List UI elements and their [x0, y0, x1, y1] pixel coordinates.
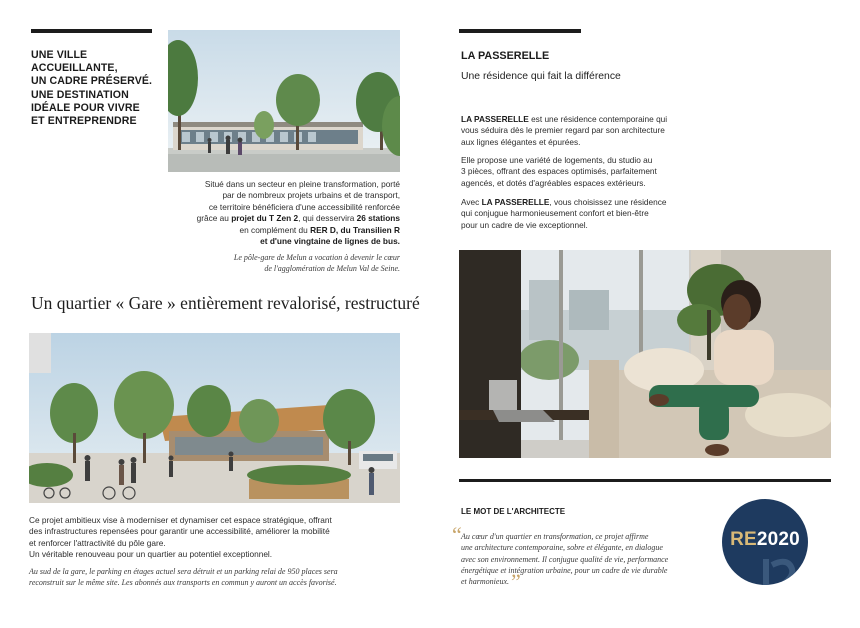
residence-paragraph-3: Avec LA PASSERELLE, vous choisissez une résidence qui conjugue harmonieusement confort et bien-être pour un cadre de vie exceptionnel.	[461, 197, 667, 230]
section-title: Un quartier « Gare » entièrement revalorisé, restructuré	[31, 293, 420, 313]
residence-paragraph-2: Elle propose une variété de logements, du studio au 3 pièces, offrant des espaces optimisés, parfaitement agencés, et dotés d'agréables espaces extérieurs.	[461, 155, 657, 188]
residence-paragraph-1: LA PASSERELLE est une résidence contemporaine qui vous séduira dès le premier regard par son architecture aux lignes élégantes et épurées.	[461, 114, 668, 147]
architect-title: LE MOT DE L'ARCHITECTE	[461, 507, 566, 516]
top-rule-right	[459, 29, 581, 33]
headline: UNE VILLE ACCUEILLANTE, UN CADRE PRÉSERVÉ. UNE DESTINATION IDÉALE POUR VIVRE ET ENTREPRENDRE	[31, 49, 153, 128]
quote-open-mark: “	[452, 522, 462, 547]
top-rule-left	[31, 29, 152, 33]
plaza-rendering-image	[29, 333, 400, 503]
station-caption: Le pôle-gare de Melun a vocation à devenir le cœur de l'agglomération de Melun Val de Seine.	[233, 253, 400, 273]
residence-title: LA PASSERELLE	[461, 50, 550, 62]
living-room-image	[459, 250, 831, 458]
residence-subtitle: Une résidence qui fait la différence	[461, 71, 621, 82]
badge-label: RE2020	[730, 529, 800, 550]
parking-caption: Au sud de la gare, le parking en étages actuel sera détruit et un parking relai de 950 places sera reconstruit sur le même site. Les abonnés aux transports en commun y auront un accès favorisé.	[29, 567, 338, 587]
body-paragraph: Ce projet ambitieux vise à moderniser et dynamiser cet espace stratégique, offrant des infrastructures repensées pour garantir une accessibilité, améliorer la mobilité et renforcer l'attractivité du pôle gare. Un véritable renouveau pour un quartier au potentiel exceptionnel.	[29, 515, 332, 560]
re2020-badge	[722, 499, 808, 585]
station-rendering-image	[168, 30, 400, 172]
quote-close-mark: ”	[511, 569, 521, 594]
architect-rule	[459, 479, 831, 482]
architect-quote: Au cœur d'un quartier en transformation, ce projet affirme une architecture contemporaine, sobre et élégante, en dialogue avec son environnement. Il conjugue qualité de vie, performance énergétique et intégration urbaine, pour un cadre de vie durable et harmonieux.	[461, 532, 669, 587]
intro-paragraph: Situé dans un secteur en pleine transformation, porté par de nombreux projets urbains et de transport, ce territoire bénéficiera d'une accessibilité renforcée grâce au projet du T Zen 2, qui desservira 26 stations en complément du RER D, du Transilien R et d'une vingtaine de lignes de bus.	[196, 179, 400, 247]
